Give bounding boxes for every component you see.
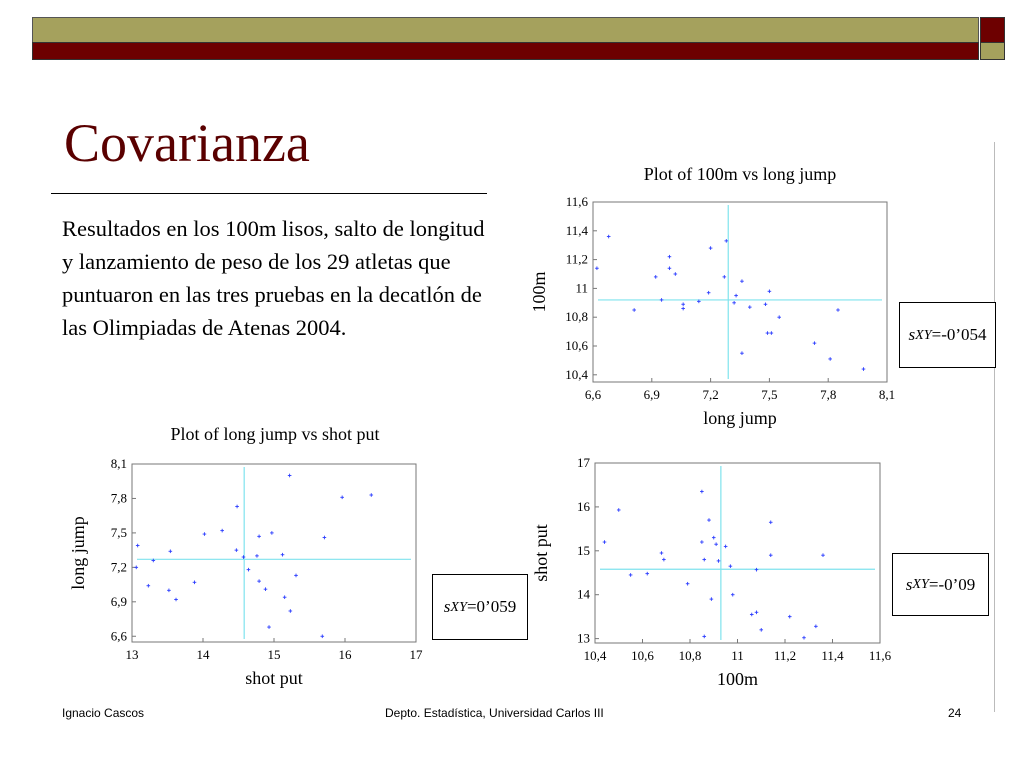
x-tick-label: 13 (125, 647, 139, 662)
header-bar-olive (32, 17, 979, 43)
y-axis-label: long jump (68, 516, 88, 590)
x-tick-label: 10,8 (678, 648, 702, 663)
x-tick-label: 7,2 (702, 387, 719, 402)
x-tick-label: 17 (409, 647, 423, 662)
y-tick-label: 14 (577, 586, 590, 602)
covariance-box-2: s XY =0’059 (432, 574, 528, 640)
plot-frame (595, 463, 880, 643)
y-tick-label: 8,1 (110, 456, 127, 471)
covariance-box-3: s XY =-0’09 (892, 553, 989, 616)
y-tick-label: 17 (577, 455, 590, 470)
x-tick-label: 7,5 (761, 387, 778, 402)
y-tick-label: 6,9 (110, 593, 127, 609)
slide-title: Covarianza (64, 113, 310, 173)
y-tick-label: 16 (577, 498, 590, 514)
y-tick-label: 10,6 (565, 338, 588, 353)
chart-long-jump-vs-shot-put (60, 420, 430, 700)
header-square-maroon (980, 17, 1005, 43)
chart-svg (520, 160, 900, 440)
chart-100m-vs-long-jump (520, 160, 900, 440)
slide-body-text: Resultados en los 100m lisos, salto de longitud y lanzamiento de peso de los 29 atletas que puntuaron en las tres pruebas en la decatlón de las Olimpiadas de Atenas 2004. (62, 216, 485, 340)
y-tick-label: 11,2 (565, 251, 588, 267)
x-tick-label: 11,4 (821, 648, 844, 663)
y-tick-label: 11 (575, 280, 588, 296)
chart-shot-put-vs-100m (525, 455, 895, 700)
plot-frame (593, 202, 887, 382)
x-axis-label: long jump (703, 408, 777, 428)
chart-svg (60, 420, 430, 700)
y-tick-label: 6,6 (110, 628, 127, 644)
x-tick-label: 16 (338, 647, 352, 662)
footer-department: Depto. Estadística, Universidad Carlos III (385, 706, 604, 720)
x-tick-label: 15 (267, 647, 281, 662)
y-tick-label: 10,8 (565, 309, 588, 325)
divider-line (994, 142, 995, 712)
y-tick-label: 11,6 (565, 194, 588, 209)
x-axis-label: shot put (245, 668, 303, 688)
chart-svg (525, 455, 895, 700)
covariance-box-1: s XY =-0’054 (899, 302, 996, 368)
y-tick-label: 7,5 (110, 524, 127, 540)
chart-title: Plot of 100m vs long jump (643, 164, 837, 184)
y-tick-label: 11,4 (565, 222, 588, 238)
x-tick-label: 11 (731, 648, 744, 663)
chart-title: Plot of long jump vs shot put (170, 424, 380, 444)
x-tick-label: 6,9 (643, 387, 660, 402)
y-tick-label: 7,2 (110, 559, 127, 575)
y-tick-label: 13 (577, 630, 590, 646)
header-bar-maroon (32, 42, 979, 60)
x-axis-label: 100m (716, 669, 759, 689)
y-axis-label: shot put (531, 524, 551, 582)
x-tick-label: 6,6 (584, 387, 602, 402)
x-tick-label: 8,1 (878, 387, 896, 402)
x-tick-label: 10,6 (631, 648, 654, 663)
plot-frame (132, 464, 416, 642)
header-square-olive (980, 42, 1005, 60)
footer-page-number: 24 (948, 706, 962, 720)
x-tick-label: 11,2 (773, 648, 797, 663)
x-tick-label: 11,6 (868, 648, 892, 663)
y-axis-label: 100m (529, 271, 549, 313)
x-tick-label: 10,4 (583, 648, 607, 663)
title-underline (51, 193, 487, 194)
x-tick-label: 14 (196, 647, 210, 662)
y-tick-label: 15 (577, 542, 590, 558)
y-tick-label: 10,4 (565, 366, 588, 382)
footer-author: Ignacio Cascos (62, 706, 145, 720)
y-tick-label: 7,8 (110, 490, 127, 506)
x-tick-label: 7,8 (820, 387, 837, 402)
